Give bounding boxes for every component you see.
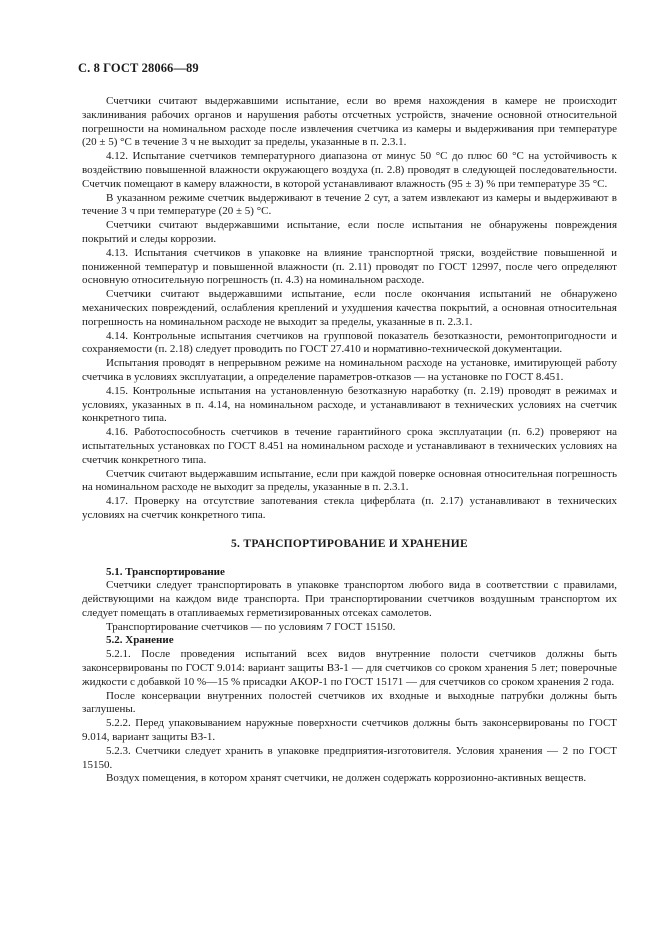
- section-title: 5. ТРАНСПОРТИРОВАНИЕ И ХРАНЕНИЕ: [231, 537, 468, 550]
- subsection-heading-storage: 5.2. Хранение: [106, 634, 174, 647]
- paragraph: Счетчики считают выдержавшими испытание, если после окончания испытаний не обнаружено механических повреждений, ослабления креплений и ухудшения качества покрытий, а основная относительная погрешность на номинальном расходе не выходит за пределы, указанные в п. 2.3.1.: [82, 288, 617, 328]
- paragraph: 5.2.3. Счетчики следует хранить в упаковке предприятия-изготовителя. Условия хранения — 2 по ГОСТ 15150.: [82, 744, 617, 771]
- paragraph: 5.2.2. Перед упаковыванием наружные поверхности счетчиков должны быть законсервированы по ГОСТ 9.014, вариант защиты ВЗ-1.: [82, 717, 617, 744]
- paragraph: 5.2.1. После проведения испытаний всех видов внутренние полости счетчиков должны быть законсервированы по ГОСТ 9.014: вариант защиты ВЗ-1 — для счетчиков со сроком хранения 5 лет; поверочные жидкости с добавкой 10 %—15 % присадки АКОР-1 по ГОСТ 15171 — для счетчиков со сроком хранения 2 года.: [82, 648, 617, 688]
- paragraph: Транспортирование счетчиков — по условиям 7 ГОСТ 15150.: [106, 620, 396, 633]
- document-body: [82, 95, 617, 786]
- paragraph: 4.14. Контрольные испытания счетчиков на групповой показатель безотказности, ремонтопригодности и сохраняемости (п. 2.18) следует проводить по ГОСТ 27.410 и нормативно-технической документации.: [82, 329, 617, 356]
- paragraph: Счетчики считают выдержавшими испытание, если во время нахождения в камере не происходит заклинивания рабочих органов и нарушения работы отсчетных устройств, значение основной относительной погрешности на номинальном расходе после извлечения счетчика из камеры и выдерживания при температуре (20 ± 5) °С в течение 3 ч не выходит за пределы, указанные в п. 2.3.1.: [82, 95, 617, 149]
- paragraph: В указанном режиме счетчик выдерживают в течение 2 сут, а затем извлекают из камеры и выдерживают в течение 3 ч при температуре (20 ± 5) °С.: [82, 191, 617, 218]
- paragraph: 4.15. Контрольные испытания на установленную безотказную наработку (п. 2.19) проводят в режимах и условиях, указанных в п. 4.14, на номинальном расходе, и устанавливают в технических условиях на счетчик конкретного типа.: [82, 384, 617, 425]
- paragraph: Счетчик считают выдержавшим испытание, если при каждой поверке основная относительная погрешность на номинальном расходе не выходит за пределы, указанные в п. 2.3.1.: [82, 467, 617, 494]
- paragraph: 4.16. Работоспособность счетчиков в течение гарантийного срока эксплуатации (п. 6.2) проверяют на испытательных установках по ГОСТ 8.451 на номинальном расходе и устанавливают в технических условиях на счетчик конкретного типа.: [82, 426, 617, 466]
- paragraph: Воздух помещения, в котором хранят счетчики, не должен содержать коррозионно-активных веществ.: [106, 772, 587, 785]
- paragraph: После консервации внутренних полостей счетчиков их входные и выходные патрубки должны быть заглушены.: [82, 689, 617, 716]
- paragraph: Счетчики следует транспортировать в упаковке транспортом любого вида в соответствии с правилами, действующими на каждом виде транспорта. При транспортировании счетчиков воздушным транспортом их следует помещать в отапливаемых герметизированных отсеках самолетов.: [82, 579, 617, 619]
- page-header: С. 8 ГОСТ 28066—89: [78, 61, 199, 75]
- paragraph: Счетчики считают выдержавшими испытание, если после испытания не обнаружены повреждения покрытий и следы коррозии.: [82, 219, 617, 245]
- paragraph: 4.13. Испытания счетчиков в упаковке на влияние транспортной тряски, воздействие повышенной и пониженной температур и повышенной влажности (п. 2.11) проводят по ГОСТ 12997, после чего определяют основную относительную погрешность (п. 4.3) на номинальном расходе.: [82, 246, 617, 287]
- subsection-heading-transport: 5.1. Транспортирование: [106, 565, 225, 578]
- paragraph: Испытания проводят в непрерывном режиме на номинальном расходе на установке, имитирующей работу счетчика в условиях эксплуатации, а определение параметров-отказов — на установке по ГОСТ 8.451.: [82, 357, 617, 383]
- paragraph: 4.17. Проверку на отсутствие запотевания стекла циферблата (п. 2.17) устанавливают в технических условиях на счетчик конкретного типа.: [82, 495, 617, 521]
- paragraph: 4.12. Испытание счетчиков температурного диапазона от минус 50 °С до плюс 60 °С на устойчивость к воздействию повышенной влажности окружающего воздуха (п. 2.8) проводят в следующей последовательности. Счетчик помещают в камеру влажности, в которой устанавливают влажность (95 ± 3) % при температуре 35 °С.: [82, 150, 617, 190]
